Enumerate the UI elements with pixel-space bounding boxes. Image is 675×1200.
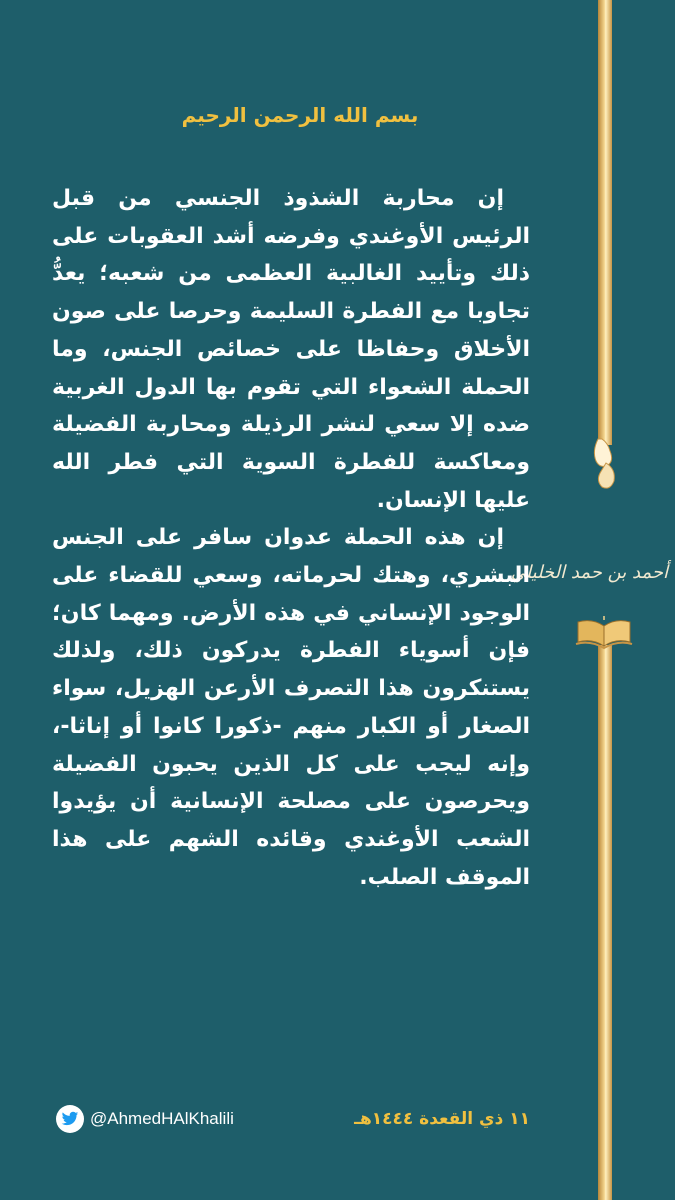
decorative-gold-bar-top (598, 0, 612, 445)
footer (0, 1105, 580, 1139)
decorative-gold-bar-bottom (598, 645, 612, 1200)
twitter-handle-text: @AhmedHAlKhalili (90, 1109, 234, 1128)
twitter-handle-link[interactable] (56, 1105, 234, 1133)
paragraph-1: إن محاربة الشذوذ الجنسي من قبل الرئيس الأوغندي وفرضه أشد العقوبات على ذلك وتأييد الغالبية العظمى من شعبه؛ يعدُّ تجاوبا مع الفطرة السليمة وحرصا على صون الأخلاق وحفاظا على خصائص الجنس، وما الحملة الشعواء التي تقوم بها الدول الغربية ضده إلا سعي لنشر الرذيلة ومحاربة الفضيلة ومعاكسة للفطرة السوية التي فطر الله عليها الإنسان. (52, 186, 530, 513)
paragraph-2: إن هذه الحملة عدوان سافر على الجنس البشري، وهتك لحرماته، وسعي للقضاء على الوجود الإنساني في هذه الأرض. ومهما كان؛ فإن أسوياء الفطرة يدركون ذلك، ولذلك يستنكرون هذا التصرف الأرعن الهزيل، سواء الصغار أو الكبار منهم -ذكورا كانوا أو إناثا-، وإنه ليجب على كل الذين يحبون الفضيلة ويحرصون على مصلحة الإنسانية أن يؤيدوا الشعب الأوغندي وقائده الشهم على هذا الموقف الصلب. (52, 525, 530, 890)
basmala-heading: بسم الله الرحمن الرحيم (181, 103, 419, 127)
twitter-icon (56, 1105, 84, 1133)
author-signature: أحمد بن حمد الخليلي (510, 562, 668, 583)
open-book-icon (574, 616, 634, 650)
hijri-date: ١١ ذي القعدة ١٤٤٤هـ (354, 1109, 530, 1129)
article-body (52, 180, 530, 896)
clasped-hands-icon (588, 435, 622, 495)
